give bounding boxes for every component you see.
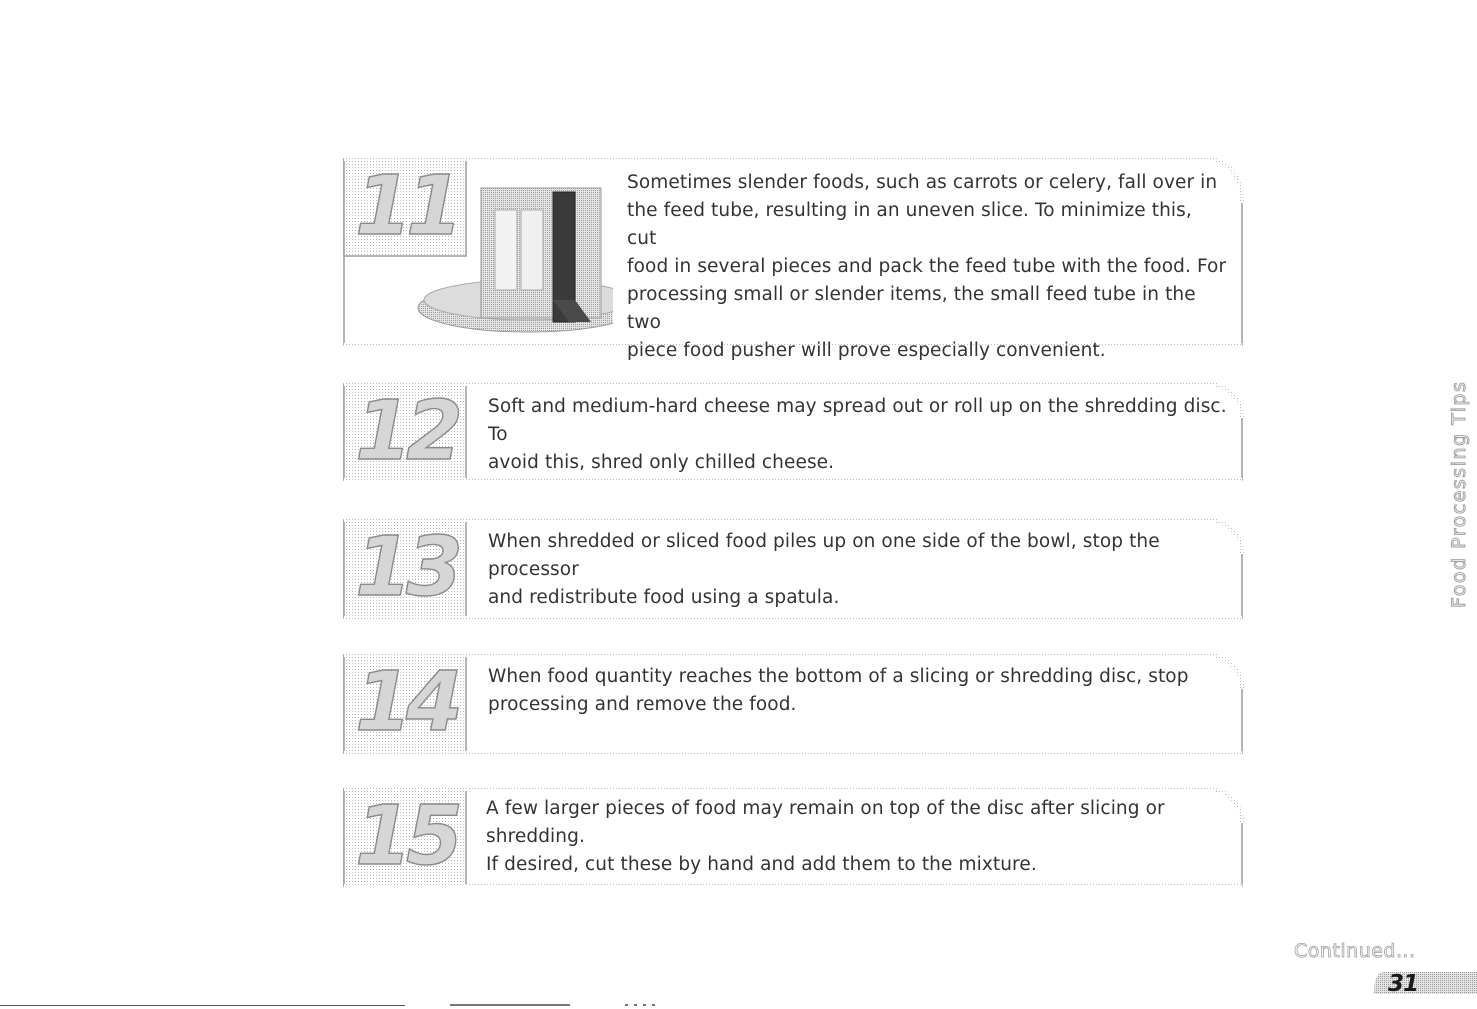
tip-text	[627, 169, 1227, 365]
footer-dash	[625, 1004, 655, 1006]
tip-12	[343, 383, 1244, 481]
tip-14	[343, 654, 1244, 754]
text-line: When food quantity reaches the bottom of a slicing or shredding disc, stop	[488, 666, 1189, 687]
continued-label: Continued...	[1294, 940, 1416, 962]
text-line: Sometimes slender foods, such as carrots or celery, fall over in	[627, 172, 1218, 193]
section-title	[1444, 380, 1474, 610]
text-line: processing and remove the food.	[488, 694, 797, 715]
text-line: avoid this, shred only chilled cheese.	[488, 452, 835, 473]
text-line: food in several pieces and pack the feed tube with the food. For	[627, 256, 1227, 277]
tip-text	[486, 795, 1228, 879]
text-line: processing small or slender items, the small feed tube in the two	[627, 284, 1196, 333]
text-line: When shredded or sliced food piles up on one side of the bowl, stop the processor	[488, 531, 1160, 580]
footer-dash	[450, 1004, 570, 1006]
footer-rule	[0, 1005, 405, 1006]
text-line: If desired, cut these by hand and add them to the mixture.	[486, 854, 1037, 875]
text-line: piece food pusher will prove especially convenient.	[627, 340, 1106, 361]
text-line: Soft and medium-hard cheese may spread out or roll up on the shredding disc. To	[488, 396, 1227, 445]
text-line: the feed tube, resulting in an uneven slice. To minimize this, cut	[627, 200, 1192, 249]
tip-text	[488, 528, 1228, 612]
food-processor-feed-tube-icon	[403, 170, 613, 335]
tip-number: 13	[355, 520, 458, 615]
tip-13	[343, 519, 1244, 619]
tip-number: 11	[355, 159, 458, 254]
tip-15	[343, 788, 1244, 887]
tip-number: 14	[355, 655, 458, 750]
tip-text	[488, 393, 1228, 477]
section-title-text: Food Processing Tips	[1448, 380, 1470, 608]
page-number: 31	[1388, 971, 1419, 997]
tip-text	[488, 663, 1228, 719]
tip-number: 15	[355, 789, 458, 884]
text-line: A few larger pieces of food may remain on top of the disc after slicing or shredding.	[486, 798, 1165, 847]
text-line: and redistribute food using a spatula.	[488, 587, 840, 608]
tip-number: 12	[355, 384, 458, 479]
tip-11	[343, 158, 1244, 361]
